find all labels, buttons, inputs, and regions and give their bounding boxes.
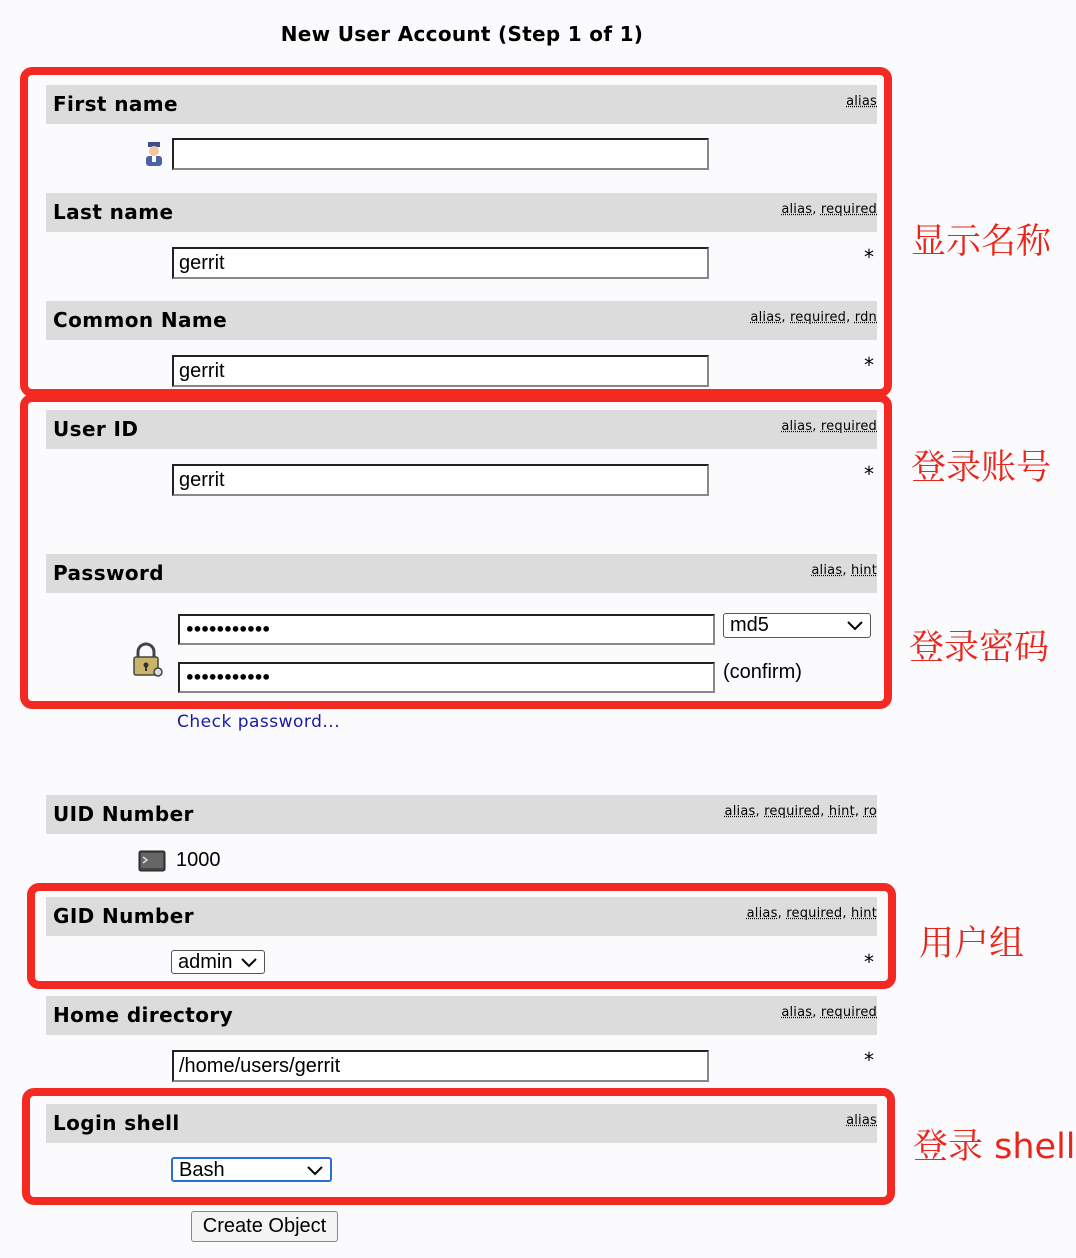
- hint-hint: hint: [851, 906, 877, 921]
- annotation-box-display-name: [20, 67, 892, 397]
- hints-uid-number: [725, 804, 877, 819]
- hash-select-value: md5: [730, 614, 769, 636]
- gid-select-value: admin: [178, 951, 233, 973]
- annotation-display-name: 显示名称: [911, 222, 1052, 262]
- hint-sep: ,: [854, 804, 864, 819]
- create-object-button[interactable]: Create Object: [191, 1211, 338, 1242]
- required-marker: *: [864, 950, 874, 974]
- hint-alias: alias: [724, 804, 756, 819]
- hint-sep: ,: [781, 310, 791, 325]
- login-shell-select-value: Bash: [179, 1159, 225, 1181]
- required-marker: *: [864, 462, 874, 486]
- annotation-user-group: 用户组: [919, 924, 1025, 964]
- label-password: Password: [53, 561, 165, 585]
- annotation-login-shell: 登录 shell: [913, 1127, 1076, 1167]
- required-marker: *: [864, 245, 874, 269]
- hint-required: required: [790, 310, 847, 325]
- hint-sep: ,: [812, 202, 821, 217]
- annotation-box-login-shell: [22, 1088, 895, 1205]
- hint-required: required: [820, 202, 877, 217]
- hint-hint: hint: [851, 563, 877, 578]
- header-home-directory: [46, 996, 877, 1035]
- hint-alias: alias: [781, 202, 813, 217]
- hint-alias: alias: [811, 563, 843, 578]
- hint-sep: ,: [777, 906, 787, 921]
- hint-alias: alias: [846, 94, 877, 109]
- home-directory-input[interactable]: [172, 1050, 709, 1082]
- hint-sep: ,: [846, 310, 855, 325]
- hint-ro: ro: [863, 804, 877, 819]
- hint-hint: hint: [828, 804, 855, 819]
- terminal-icon: [138, 850, 166, 872]
- hint-alias: alias: [750, 310, 782, 325]
- hint-sep: ,: [842, 563, 851, 578]
- annotation-box-user-group: [27, 883, 896, 989]
- annotation-login-account: 登录账号: [911, 448, 1052, 488]
- hint-rdn: rdn: [854, 310, 877, 325]
- hint-sep: ,: [755, 804, 765, 819]
- required-marker: *: [864, 1048, 874, 1072]
- uid-number-value: 1000: [176, 849, 221, 871]
- annotation-box-login-account: [20, 394, 892, 709]
- password-input[interactable]: •••••••••••: [178, 614, 715, 645]
- label-home-directory: Home directory: [53, 1003, 234, 1027]
- label-first-name: First name: [53, 92, 178, 116]
- required-marker: *: [864, 353, 874, 377]
- hint-sep: ,: [842, 906, 851, 921]
- label-gid-number: GID Number: [53, 904, 194, 928]
- hint-alias: alias: [746, 906, 778, 921]
- confirm-label: (confirm): [723, 661, 802, 683]
- label-uid-number: UID Number: [53, 802, 194, 826]
- hint-sep: ,: [812, 419, 821, 434]
- check-password-link[interactable]: Check password...: [177, 712, 341, 732]
- hint-required: required: [820, 1005, 877, 1020]
- hint-alias: alias: [781, 1005, 813, 1020]
- hint-alias: alias: [781, 419, 813, 434]
- hint-sep: ,: [820, 804, 829, 819]
- page-title: New User Account (Step 1 of 1): [280, 22, 644, 46]
- label-last-name: Last name: [53, 200, 174, 224]
- label-login-shell: Login shell: [53, 1111, 180, 1135]
- annotation-login-password: 登录密码: [909, 628, 1050, 668]
- hints-home-directory: [781, 1005, 877, 1020]
- label-user-id: User ID: [53, 417, 139, 441]
- label-common-name: Common Name: [53, 308, 228, 332]
- hint-required: required: [786, 906, 843, 921]
- header-uid-number: [46, 795, 877, 834]
- hint-sep: ,: [812, 1005, 821, 1020]
- password-confirm-input[interactable]: •••••••••••: [178, 662, 715, 693]
- hint-alias: alias: [846, 1113, 877, 1128]
- hint-required: required: [820, 419, 877, 434]
- hint-required: required: [764, 804, 821, 819]
